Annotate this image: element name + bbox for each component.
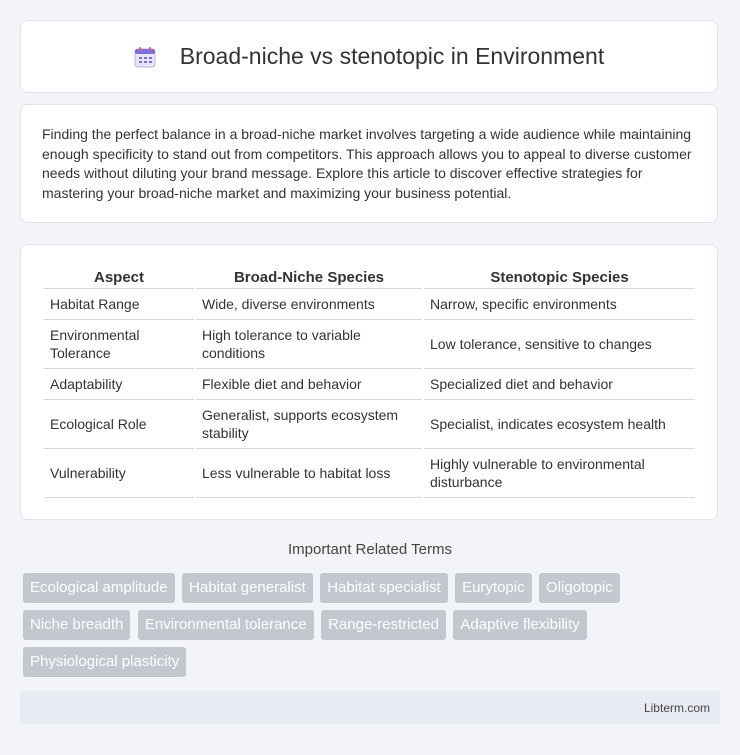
term-tag[interactable]: Ecological amplitude <box>23 573 175 603</box>
header-card <box>20 20 718 93</box>
table-cell: Highly vulnerable to environmental disturbance <box>424 449 695 498</box>
table-row <box>44 369 695 400</box>
table-cell: Adaptability <box>44 369 194 400</box>
comparison-table-card <box>20 244 718 520</box>
table-header-row <box>44 265 695 289</box>
term-tag[interactable]: Habitat specialist <box>320 573 447 603</box>
table-cell: Less vulnerable to habitat loss <box>196 449 422 498</box>
column-header: Broad-Niche Species <box>196 265 422 289</box>
table-cell: Wide, diverse environments <box>196 289 422 320</box>
term-tag[interactable]: Range-restricted <box>321 610 446 640</box>
table-cell: Ecological Role <box>44 400 194 449</box>
table-cell: Specialized diet and behavior <box>424 369 695 400</box>
term-tag[interactable]: Habitat generalist <box>182 573 313 603</box>
footer-site-link[interactable]: Libterm.com <box>643 701 710 715</box>
footer <box>20 691 720 724</box>
intro-card <box>20 104 718 223</box>
table-cell: Narrow, specific environments <box>424 289 695 320</box>
related-terms-title: Important Related Terms <box>288 541 452 558</box>
table-cell: Habitat Range <box>44 289 194 320</box>
table-cell: Specialist, indicates ecosystem health <box>424 400 695 449</box>
term-tag[interactable]: Oligotopic <box>539 573 620 603</box>
term-tag[interactable]: Environmental tolerance <box>138 610 314 640</box>
page-title: Broad-niche vs stenotopic in Environment <box>179 43 605 69</box>
table-cell: Environmental Tolerance <box>44 320 194 369</box>
term-tag[interactable]: Eurytopic <box>455 573 532 603</box>
table-row <box>44 449 695 498</box>
intro-text: Finding the perfect balance in a broad-niche market involves targeting a wide audience while maintaining enough specificity to stand out from competitors. This approach allows you to appeal to diverse customer needs without diluting your brand message. Explore this article to discover effective strategies for mastering your broad-niche market and maximizing your business potential. <box>42 126 692 201</box>
table-cell: Flexible diet and behavior <box>196 369 422 400</box>
table-cell: Generalist, supports ecosystem stability <box>196 400 422 449</box>
column-header: Aspect <box>44 265 194 289</box>
column-header: Stenotopic Species <box>424 265 695 289</box>
calendar-icon <box>134 46 156 68</box>
table-cell: Vulnerability <box>44 449 194 498</box>
term-tag[interactable]: Physiological plasticity <box>23 647 186 677</box>
table-row <box>44 320 695 369</box>
term-tag[interactable]: Adaptive flexibility <box>453 610 586 640</box>
table-cell: High tolerance to variable conditions <box>196 320 422 369</box>
table-row <box>44 400 695 449</box>
related-terms-list <box>23 573 723 684</box>
comparison-table <box>42 265 697 498</box>
table-cell: Low tolerance, sensitive to changes <box>424 320 695 369</box>
table-row <box>44 289 695 320</box>
term-tag[interactable]: Niche breadth <box>23 610 130 640</box>
